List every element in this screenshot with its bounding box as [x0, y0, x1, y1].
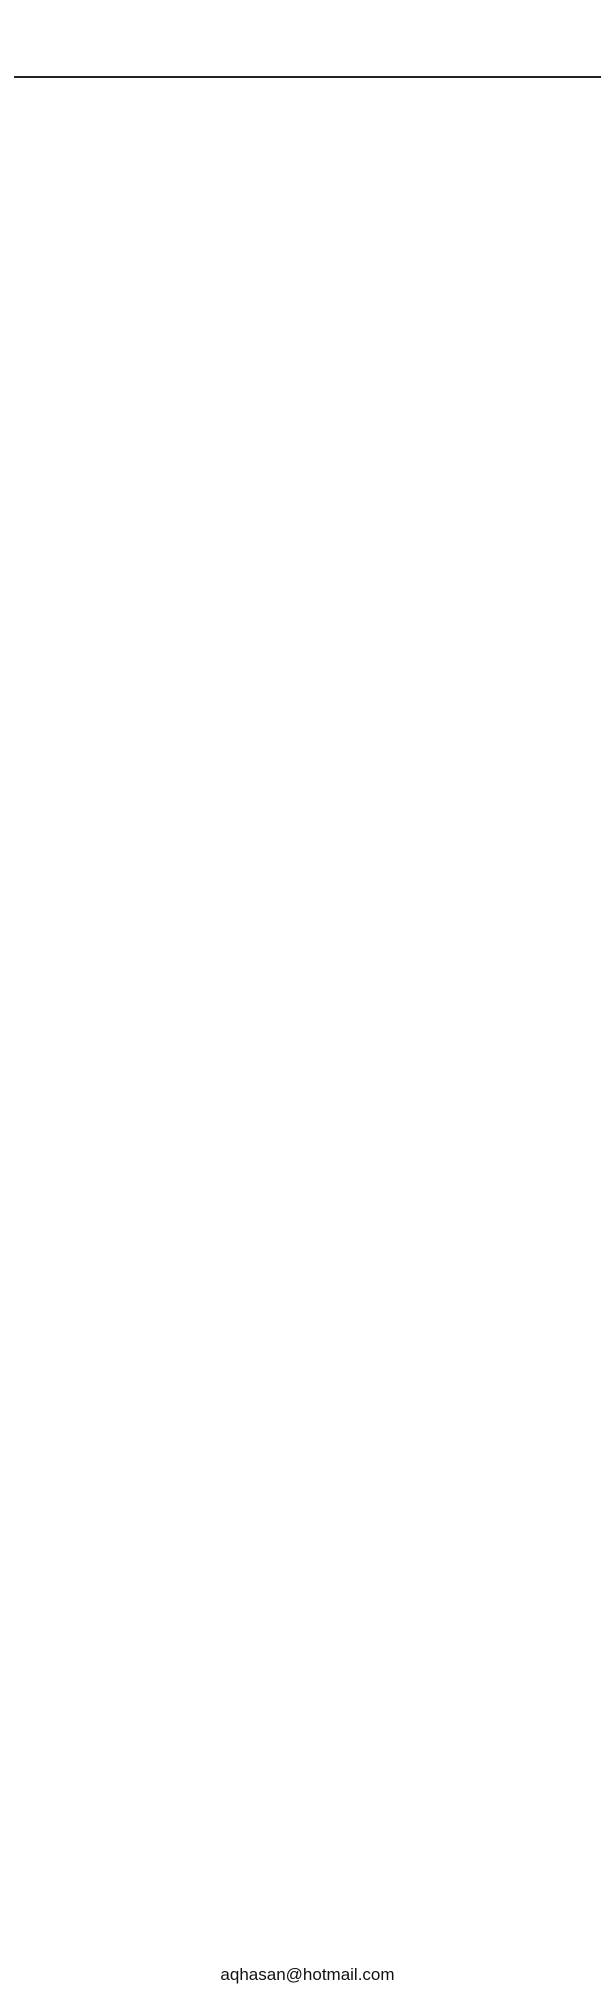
- paragraph: [14, 423, 601, 454]
- paragraph: [14, 460, 601, 491]
- paragraph: [14, 312, 601, 343]
- article-body: [14, 90, 601, 528]
- author-email: aqhasan@hotmail.com: [220, 1965, 395, 1984]
- headline: [14, 8, 601, 74]
- paragraph: [14, 201, 601, 232]
- paragraph: [14, 90, 601, 121]
- headline-divider: [14, 76, 601, 78]
- paragraph: [14, 386, 601, 417]
- author-byline: [14, 1933, 601, 1953]
- paragraph: [14, 349, 601, 380]
- paragraph: [14, 238, 601, 269]
- paragraph: [14, 164, 601, 195]
- paragraph: [14, 497, 601, 528]
- newspaper-column: [14, 8, 601, 1997]
- paragraph: [14, 275, 601, 306]
- paragraph: [14, 127, 601, 158]
